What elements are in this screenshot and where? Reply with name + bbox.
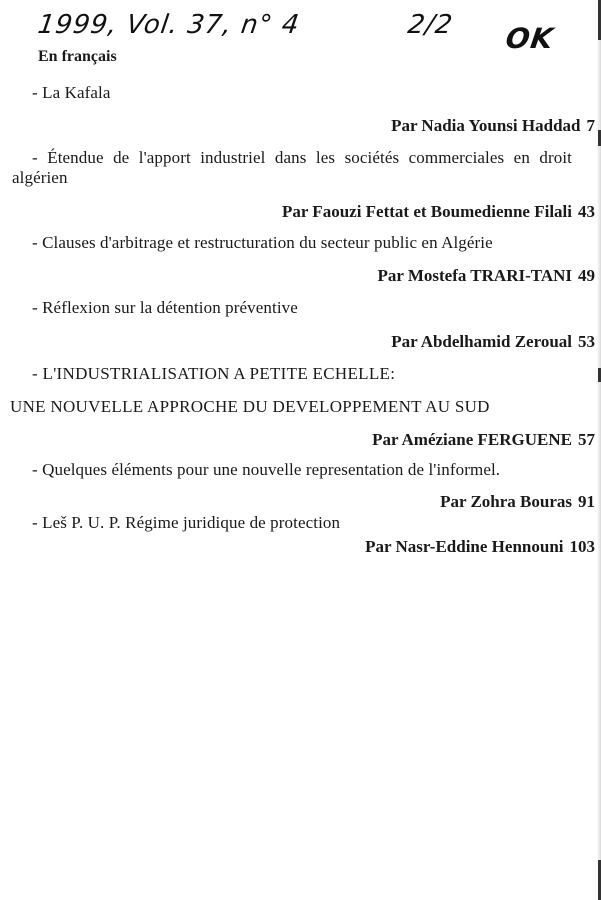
handwritten-fraction-note: 2/2 [405, 10, 455, 40]
toc-entry-title: - Réflexion sur la détention préventive [32, 298, 298, 317]
toc-entry-page: 49 [578, 266, 595, 285]
toc-entry-author: Par Améziane FERGUENE [372, 430, 572, 449]
toc-entry-author-line [391, 116, 595, 136]
toc-entry-author-line [365, 537, 595, 557]
toc-entry-author-line [391, 332, 595, 352]
handwritten-ok-note: OK [503, 22, 556, 55]
toc-entry-title: - Étendue de l'apport industriel dans les sociétés commerciales en droit algérien [12, 148, 572, 187]
toc-entry-author: Par Faouzi Fettat et Boumedienne Filali [281, 202, 572, 221]
toc-entry-author-line [440, 492, 595, 512]
toc-entry-author-line [377, 266, 595, 286]
toc-entry-author: Par Nadia Younsi Haddad [391, 116, 581, 135]
toc-entry-page: 53 [578, 332, 595, 351]
toc-entry-page: 43 [578, 202, 595, 221]
toc-entry-page: 91 [578, 492, 595, 511]
toc-entry-author-line [282, 202, 595, 222]
toc-entry-author: Par Nasr-Eddine Hennouni [365, 537, 564, 556]
toc-entry-title: - Clauses d'arbitrage et restructuration du secteur public en Algérie [32, 233, 493, 252]
toc-entry-author-line [372, 430, 595, 450]
toc-entry-page: 103 [569, 537, 595, 556]
handwritten-issue-note: 1999, Vol. 37, n° 4 [35, 10, 302, 40]
toc-entry-author: Par Zohra Bouras [440, 492, 572, 511]
section-title: En français [38, 48, 117, 65]
toc-entry-title-continued: UNE NOUVELLE APPROCHE DU DEVELOPPEMENT AU SUD [10, 397, 490, 416]
toc-entry-title: - Quelques éléments pour une nouvelle representation de l'informel. [32, 460, 501, 479]
toc-entry-title: - La Kafala [32, 83, 111, 102]
toc-entry-title: - L'INDUSTRIALISATION A PETITE ECHELLE: [32, 364, 396, 383]
toc-entry-title: - Leš P. U. P. Régime juridique de protection [32, 513, 341, 532]
toc-entry-page: 7 [586, 116, 595, 135]
toc-entry-author: Par Mostefa TRARI-TANI [377, 266, 572, 285]
toc-entry-author: Par Abdelhamid Zeroual [391, 332, 572, 351]
toc-entry-page: 57 [578, 430, 595, 449]
